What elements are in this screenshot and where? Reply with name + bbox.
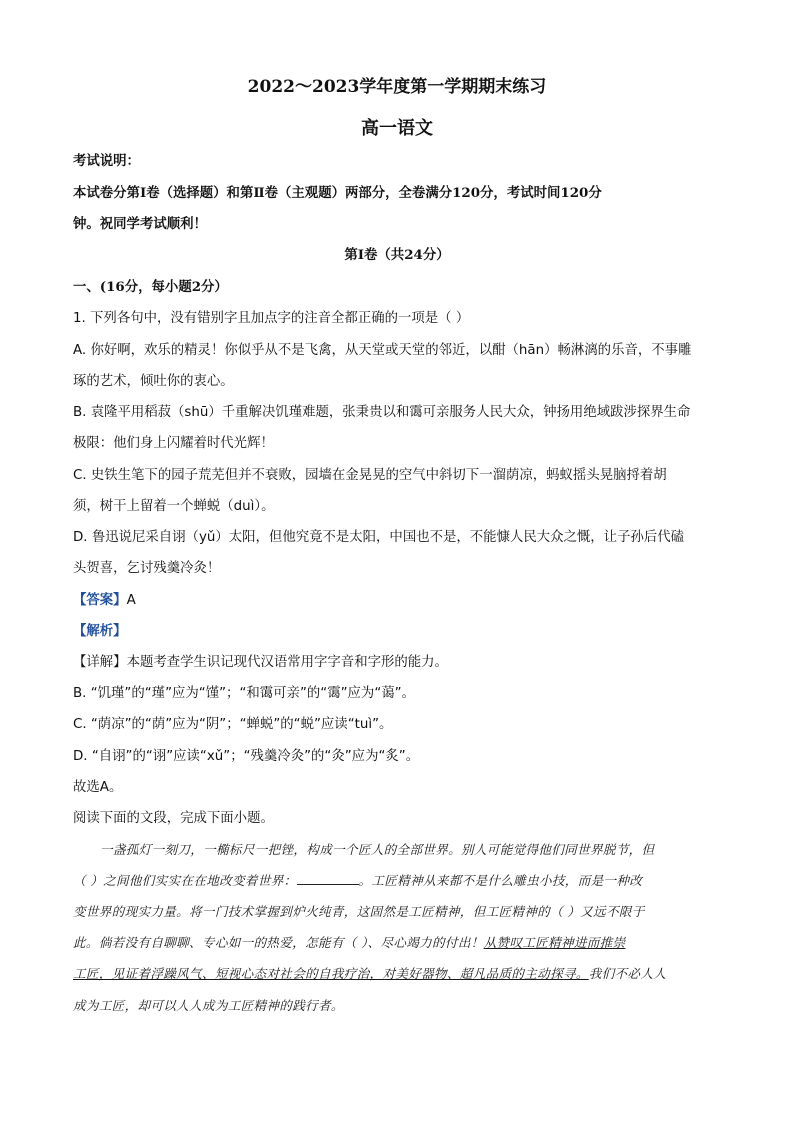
passage-line-4 (73, 932, 728, 951)
passage-line-2a: （ ）之间他们实实在在地改变着世界： (73, 873, 297, 888)
detail-text: 本题考查学生识记现代汉语常用字字音和字形的能力。 (126, 655, 448, 670)
passage-line-2 (73, 870, 728, 889)
passage-line-3: 变世界的现实力量。将一门技术掌握到炉火纯青，这固然是工匠精神，但工匠精神的（ ）又远不限于 (73, 904, 645, 919)
option-a-line-2: 琢的艺术，倾吐你的衷心。 (73, 374, 234, 389)
part-heading: 一、(16分，每小题2分） (73, 279, 228, 295)
detail-line (73, 651, 723, 670)
instructions-line-2: 钟。祝同学考试顺利！ (73, 216, 207, 232)
analysis-heading (73, 620, 723, 639)
option-d-line-2: 头贺喜，乞讨残羹冷灸！ (73, 561, 221, 576)
question-stem: 1. 下列各句中，没有错别字且加点字的注音全都正确的一项是（ ） (73, 311, 470, 326)
option-d-line-1: D. 鲁迅说尼采自诩（yǔ）太阳，但他究竟不是太阳，中国也不是，不能慷人民大众之慨，让子孙后代磕 (73, 530, 685, 545)
passage-line-5b: 我们不必人人 (588, 966, 667, 981)
passage-line-5 (73, 963, 728, 982)
analysis-conclusion: 故选A。 (73, 780, 123, 795)
instructions-label: 考试说明： (73, 153, 140, 169)
option-c-line-1: C. 史铁生笔下的园子荒芜但并不衰败，园墙在金晃晃的空气中斜切下一溜荫凉，蚂蚁摇头晃脑捋着胡 (73, 468, 667, 483)
option-a-line-1: A. 你好啊，欢乐的精灵！你似乎从不是飞禽，从天堂或天堂的邻近，以酣（hān）畅淋漓的乐音，不事雕 (73, 343, 692, 358)
passage-line-1: 一盏孤灯一刻刀，一椭标尺一把锉，构成一个匠人的全部世界。别人可能觉得他们同世界脱节，但 (100, 842, 655, 857)
analysis-c: C. “荫凉”的“荫”应为“阴”；“蝉蜕”的“蜕”应读“tuì”。 (73, 717, 393, 732)
exam-title: 2022～2023学年度第一学期期末练习 (247, 77, 547, 97)
underlined-sentence-end: 工匠，见证着浮躁风气、短视心态对社会的自我疗治，对美好器物、超凡品质的主动探寻。 (73, 966, 589, 981)
answer-line (73, 589, 723, 608)
answer-bracket: 【答案】 (73, 593, 127, 608)
exam-subtitle: 高一语文 (361, 118, 433, 139)
option-b-line-1: B. 袁隆平用稻菽（shū）千重解决饥瑾难题，张秉贵以和霭可亲服务人民大众，钟扬用绝域跋涉探界生命 (73, 405, 691, 420)
analysis-d: D. “自诩”的“诩”应读“xǔ”；“残羹冷灸”的“灸”应为“炙”。 (73, 749, 420, 764)
analysis-bracket: 【解析】 (73, 624, 127, 639)
analysis-b: B. “饥瑾”的“瑾”应为“馑”；“和霭可亲”的“霭”应为“蔼”。 (73, 686, 415, 701)
section-title: 第Ⅰ卷（共24分） (344, 247, 450, 263)
option-c-line-2: 须，树干上留着一个蝉蜕（duì）。 (73, 499, 275, 514)
instructions-line-1: 本试卷分第Ⅰ卷（选择题）和第Ⅱ卷（主观题）两部分，全卷满分120分，考试时间120分 (73, 185, 602, 201)
detail-bracket: 【详解】 (73, 655, 127, 670)
underlined-sentence-start: 从赞叹工匠精神进而推崇 (483, 935, 626, 950)
passage-line-2b: 。工匠精神从来都不是什么雕虫小技，而是一种改 (358, 873, 643, 888)
fill-blank (297, 872, 359, 885)
answer-value: A (126, 593, 136, 608)
option-b-line-2: 极限：他们身上闪耀着时代光辉！ (73, 436, 274, 451)
passage-line-4a: 此。倘若没有自聊聊、专心如一的热爱，怎能有（ ）、尽心竭力的付出！ (73, 935, 484, 950)
passage-line-6: 成为工匠，却可以人人成为工匠精神的践行者。 (73, 998, 344, 1013)
reading-intro: 阅读下面的文段，完成下面小题。 (73, 811, 274, 826)
